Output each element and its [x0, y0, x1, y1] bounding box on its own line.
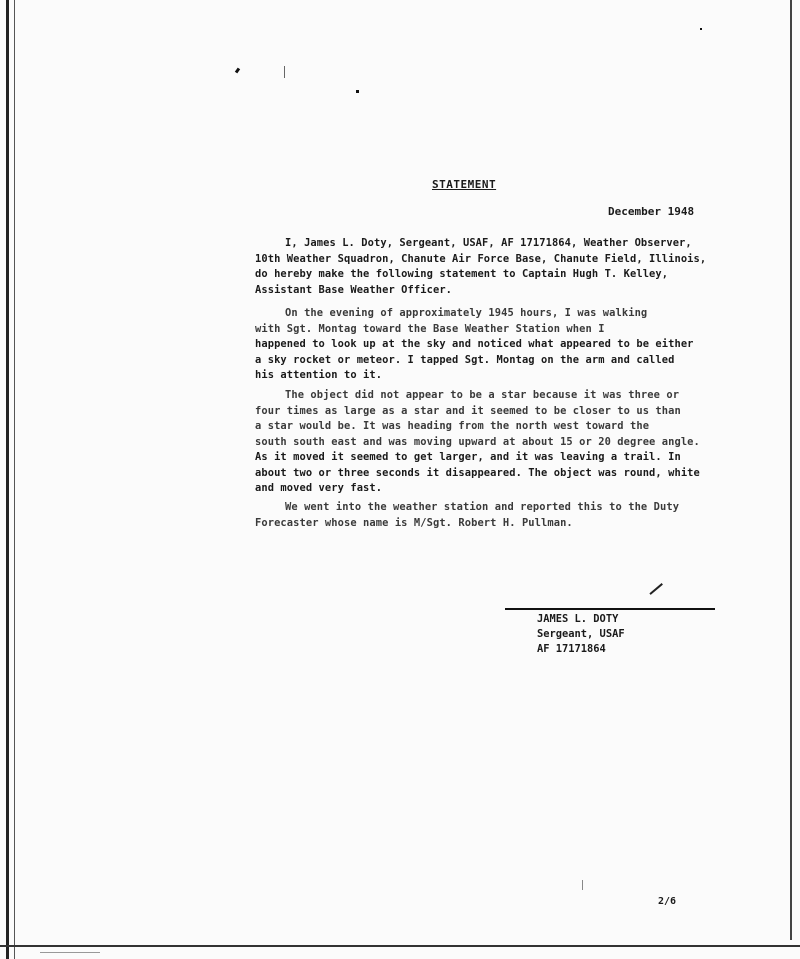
paragraph-sighting [255, 306, 725, 384]
text-line: four times as large as a star and it seemed to be closer to us than [255, 404, 681, 417]
text-line: We went into the weather station and reported this to the Duty [285, 501, 680, 513]
text-line: his attention to it. [255, 369, 383, 381]
signature-mark [649, 583, 662, 594]
text-line: a sky rocket or meteor. I tapped Sgt. Montag on the arm and called [255, 353, 675, 366]
text-line: 10th Weather Squadron, Chanute Air Force Base, Chanute Field, Illinois, [255, 252, 707, 265]
text-line: and moved very fast. [255, 482, 383, 494]
document-date: December 1948 [608, 205, 695, 218]
text-line: happened to look up at the sky and noticed what appeared to be either [255, 338, 694, 350]
scan-speck [356, 90, 359, 93]
signature-line [505, 608, 715, 610]
text-line: On the evening of approximately 1945 hours, I was walking [285, 307, 648, 319]
signer-serial: AF 17171864 [537, 643, 606, 655]
scan-border-left-inner [14, 0, 15, 959]
text-line: Forecaster whose name is M/Sgt. Robert H. Pullman. [255, 516, 573, 529]
scan-speck [235, 68, 240, 74]
scan-border-left [6, 0, 9, 959]
signer-rank: Sergeant, USAF [537, 628, 625, 640]
signer-name: JAMES L. DOTY [537, 613, 619, 625]
scan-border-bottom [0, 945, 800, 947]
paragraph-report [255, 500, 725, 531]
scan-speck [40, 952, 100, 953]
scan-speck [284, 66, 285, 78]
paragraph-intro [255, 236, 725, 298]
text-line: a star would be. It was heading from the north west toward the [255, 420, 650, 432]
text-line: do hereby make the following statement to Captain Hugh T. Kelley, [255, 268, 669, 280]
text-line: The object did not appear to be a star because it was three or [285, 389, 680, 401]
document-title: STATEMENT [432, 178, 497, 191]
page-number: 2/6 [658, 896, 677, 907]
text-line: As it moved it seemed to get larger, and it was leaving a trail. In [255, 451, 681, 463]
scan-border-right [790, 0, 792, 940]
scan-speck [700, 28, 702, 30]
text-line: about two or three seconds it disappeared. The object was round, white [255, 466, 700, 479]
text-line: I, James L. Doty, Sergeant, USAF, AF 17171864, Weather Observer, [285, 237, 692, 249]
text-line: south south east and was moving upward at about 15 or 20 degree angle. [255, 435, 700, 448]
text-line: Assistant Base Weather Officer. [255, 283, 453, 296]
signature-block [537, 612, 625, 657]
paragraph-description [255, 388, 725, 497]
text-line: with Sgt. Montag toward the Base Weather Station when I [255, 322, 605, 335]
scan-speck [582, 880, 583, 890]
